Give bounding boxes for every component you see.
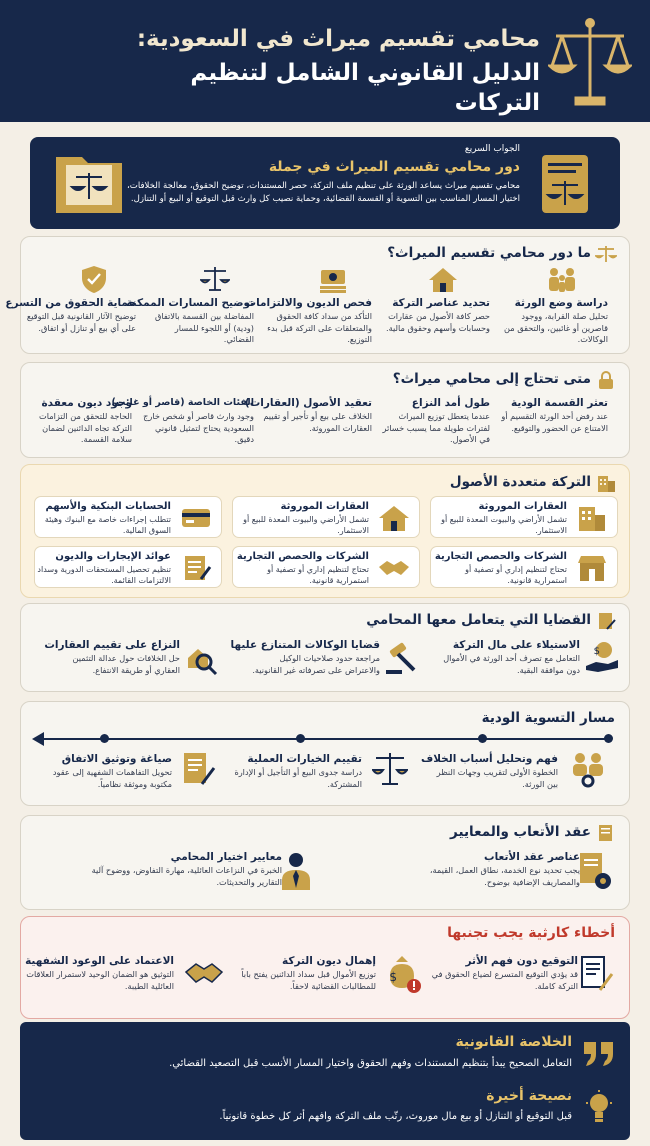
scales-icon	[200, 264, 230, 294]
path-title: مسار التسوية الودية	[481, 710, 615, 726]
case-item-text: التعامل مع تصرف أحد الورثة في الأموال دون موافقة البقية.	[443, 653, 580, 675]
mistake-item-2	[216, 954, 376, 992]
when-item-title: طول أمد النزاع	[411, 397, 490, 409]
asset-title: الشركات والحصص التجارية	[236, 551, 369, 562]
role-item-title: فحص الديون والالتزامات	[245, 297, 372, 309]
fees-title: عقد الأتعاب والمعايير	[450, 824, 591, 840]
when-item-3	[244, 396, 372, 434]
case-item-title: الاستيلاء على مال التركة	[452, 639, 580, 651]
role-item-text: توضيح الآثار القانونية قبل التوقيع على أي بيع أو تنازل أو اتفاق.	[26, 311, 136, 333]
asset-card-rent	[34, 546, 222, 588]
path-step-1	[421, 752, 558, 790]
asset-text: تشمل الأراضي والبيوت المعدة للبيع أو الاستثمار.	[243, 515, 369, 535]
contract-icon	[595, 822, 617, 844]
svg-text:$: $	[593, 646, 600, 657]
asset-text: تشمل الأراضي والبيوت المعدة للبيع أو الاستثمار.	[441, 515, 567, 535]
case-item-2	[230, 638, 380, 676]
mistake-item-1	[418, 954, 578, 992]
bank-card-icon	[179, 503, 213, 533]
asset-card-real-estate	[430, 496, 618, 538]
mistake-item-text: التوثيق هو الضمان الوحيد لاستمرار العلاقات العائلية الطيبة.	[26, 969, 174, 991]
case-item-1	[442, 638, 580, 676]
money-icon	[318, 266, 348, 294]
advice-text: قبل التوقيع أو التنازل أو بيع مال موروث، رتّب ملف التركة وافهم أثر كل خطوة قانونياً.	[219, 1111, 572, 1122]
case-item-title: قضايا الوكالات المتنازع عليها	[230, 639, 380, 651]
advice-title: نصيحة أخيرة	[486, 1088, 572, 1104]
building-icon	[575, 503, 609, 533]
when-item-text: عندما يتعطل توزيع الميراث لفترات طويلة مما يسبب خسائر في الأصول.	[382, 411, 490, 444]
timeline-dot	[478, 734, 487, 743]
mistake-item-text: توزيع الأموال قبل سداد الدائنين يفتح باباً للمطالبات القضائية لاحقاً.	[241, 969, 376, 991]
asset-title: الحسابات البنكية والأسهم	[45, 501, 171, 512]
path-step-title: تقييم الخيارات العملية	[247, 753, 362, 765]
asset-card-companies-2	[232, 546, 420, 588]
shield-icon	[80, 264, 108, 294]
mistake-item-3	[8, 954, 174, 992]
when-item-title: تعثر القسمة الودية	[510, 397, 608, 409]
when-item-text: وجود وارث قاصر أو شخص خارج السعودية يحتاج لتمثيل قانوني دقيق.	[143, 411, 254, 444]
case-item-title: النزاع على تقييم العقارات	[44, 639, 180, 651]
case-item-text: مراجعة حدود صلاحيات الوكيل والاعتراض على تصرفاته غير القانونية.	[252, 653, 380, 675]
assets-title: التركة متعددة الأصول	[449, 474, 591, 490]
magnifier-house-icon	[182, 640, 218, 676]
contract-pen-icon	[578, 954, 614, 994]
path-step-text: تحويل التفاهمات الشفهية إلى عقود مكتوبة وموثقة نظامياً.	[52, 767, 172, 789]
cases-title: القضايا التي يتعامل معها المحامي	[366, 612, 591, 628]
asset-text: تحتاج لتنظيم إداري أو تصفية أو استمرارية قانونية.	[267, 565, 369, 585]
when-item-5	[24, 396, 132, 446]
lock-icon	[595, 369, 617, 391]
arrow-left-icon	[32, 732, 44, 746]
role-item-title: توضيح المسارات الممكنة	[126, 297, 254, 309]
contract-pen-icon	[179, 553, 213, 583]
when-item-2	[378, 396, 490, 446]
family-icon	[545, 266, 579, 294]
header-banner	[0, 0, 650, 122]
user-tie-icon	[278, 850, 314, 892]
fees-item-1	[410, 850, 580, 888]
building-icon	[595, 472, 617, 494]
asset-card-real-estate-2	[232, 496, 420, 538]
path-step-text: الخطوة الأولى لتقريب وجهات النظر بين الورثة.	[436, 767, 558, 789]
quote-icon	[582, 1038, 616, 1068]
money-bag-warning-icon	[384, 954, 422, 994]
quick-answer-title: دور محامي تقسيم الميراث في جملة	[268, 159, 520, 175]
asset-title: الشركات والحصص التجارية	[434, 551, 567, 562]
role-item-text: حصر كافة الأصول من عقارات وحسابات وأسهم وحقوق مالية.	[386, 311, 490, 333]
scales-icon	[548, 14, 632, 110]
role-item-title: تحديد عناصر التركة	[392, 297, 490, 309]
handshake-icon	[377, 553, 411, 583]
quick-answer-text: محامي تقسيم ميراث يساعد الورثة على تنظيم ملف التركة، حصر المستندات، توضيح الحقوق، معالجة الخلافات، اختيار المسار المناسب بين التسوية أو القسمة القضائية، وحماية نصيب كل وارث قبل التوقيع أو البيع أو التنازل.	[126, 181, 520, 204]
gavel-icon	[384, 640, 420, 676]
asset-title: عوائد الإيجارات والديون	[55, 551, 171, 562]
summary-title: الخلاصة القانونية	[455, 1034, 572, 1050]
path-step-title: صياغة وتوثيق الاتفاق	[61, 753, 172, 765]
people-gears-icon	[568, 748, 608, 788]
mistakes-title: أخطاء كارثية يجب تجنبها	[447, 925, 615, 941]
mistake-item-text: قد يؤدي التوقيع المتسرع لضياع الحقوق في التركة كاملة.	[431, 969, 578, 991]
when-title: متى تحتاج إلى محامي ميراث؟	[392, 371, 591, 387]
hand-coin-icon	[584, 640, 620, 674]
asset-text: تحتاج لتنظيم إداري أو تصفية أو استمرارية قانونية.	[465, 565, 567, 585]
when-item-4	[111, 396, 254, 446]
path-step-3	[32, 752, 172, 790]
case-item-text: حل الخلافات حول عدالة التثمين العقاري أو طريقة الانتفاع.	[72, 653, 180, 675]
conclusion-box	[20, 1022, 630, 1140]
role-item-text: التأكد من سداد كافة الحقوق والمتعلقات على التركة قبل بدء التوزيع.	[267, 311, 372, 344]
scales-icon	[595, 243, 617, 265]
contract-pen-icon	[180, 750, 216, 788]
fees-item-text: يجب تحديد نوع الخدمة، نطاق العمل، القيمة، والمصاريف الإضافية بوضوح.	[429, 865, 580, 887]
lightbulb-icon	[584, 1090, 614, 1126]
when-item-text: الحاجة للتحقق من التزامات التركة تجاه الدائنين لضمان سلامة القسمة.	[39, 411, 132, 444]
role-item-1	[496, 296, 608, 346]
role-title: ما دور محامي تقسيم الميراث؟	[387, 245, 591, 261]
fees-item-2	[72, 850, 282, 888]
page-title-line2: الدليل القانوني الشامل لتنظيم التركات	[190, 60, 540, 116]
mistake-item-title: الاعتماد على الوعود الشفهية	[25, 955, 174, 967]
document-scales-icon	[52, 149, 126, 217]
path-step-2	[232, 752, 362, 790]
role-item-title: حماية الحقوق من التسرع	[5, 297, 136, 309]
fees-item-title: عناصر عقد الأتعاب	[484, 851, 580, 863]
path-step-text: دراسة جدوى البيع أو التأجيل أو الإدارة المشتركة.	[234, 767, 362, 789]
asset-text: تتطلب إجراءات خاصة مع البنوك وهيئة السوق المالية.	[44, 515, 171, 535]
summary-text: التعامل الصحيح يبدأ بتنظيم المستندات وفهم الحقوق واختيار المسار الأنسب قبل التصعيد القضائي.	[169, 1058, 572, 1069]
when-item-title: تعقيد الأصول (العقارات)	[244, 397, 372, 409]
role-item-title: دراسة وضع الورثة	[514, 297, 608, 309]
fees-item-title: معايير اختيار المحامي	[170, 851, 282, 863]
role-item-5	[5, 296, 136, 334]
timeline-dot	[604, 734, 613, 743]
role-item-2	[378, 296, 490, 334]
role-item-text: المفاضلة بين القسمة بالاتفاق (ودية) أو اللجوء للمسار القضائي.	[154, 311, 254, 344]
when-item-text: عند رفض أحد الورثة التقسيم أو الامتناع عن الحضور والتوقيع.	[501, 411, 608, 433]
role-item-4	[126, 296, 254, 346]
asset-title: العقارات الموروثة	[478, 501, 567, 512]
contract-gear-icon	[574, 850, 614, 892]
mistake-item-title: التوقيع دون فهم الأثر	[465, 955, 578, 967]
asset-title: العقارات الموروثة	[280, 501, 369, 512]
quick-answer-label: الجواب السريع	[464, 144, 520, 154]
page-title-line1: محامي تقسيم ميراث في السعودية:	[136, 26, 540, 52]
when-item-1	[496, 396, 608, 434]
when-item-text: الخلاف على بيع أو تأجير أو تقييم العقارات الموروثة.	[263, 411, 372, 433]
shop-icon	[575, 553, 609, 583]
path-step-title: فهم وتحليل أسباب الخلاف	[421, 753, 558, 765]
house-icon	[377, 503, 411, 533]
timeline-dot	[296, 734, 305, 743]
when-item-title: وجود ديون معقدة	[41, 397, 132, 409]
house-icon	[427, 266, 459, 294]
mistake-item-title: إهمال ديون التركة	[282, 955, 376, 967]
document-scales-icon	[532, 151, 600, 217]
svg-text:$: $	[389, 970, 397, 984]
fees-item-text: الخبرة في النزاعات العائلية، مهارة التفاوض، ووضوح آلية التقارير والتحديثات.	[91, 865, 282, 887]
asset-text: تنظيم تحصيل المستحقات الدورية وسداد الالتزامات القائمة.	[37, 565, 171, 585]
case-item-3	[46, 638, 180, 676]
asset-card-companies	[430, 546, 618, 588]
role-item-3	[245, 296, 372, 346]
asset-card-bank	[34, 496, 222, 538]
role-item-text: تحليل صلة القرابة، ووجود قاصرين أو غائبين، والتحقق من الوكالات.	[504, 311, 608, 344]
timeline-dot	[100, 734, 109, 743]
quick-answer-box	[30, 137, 620, 229]
timeline-line	[40, 738, 612, 740]
scales-icon	[372, 750, 408, 788]
document-icon	[595, 610, 617, 632]
when-item-title: الفئات الخاصة (قاصر أو غائب)	[111, 397, 254, 408]
